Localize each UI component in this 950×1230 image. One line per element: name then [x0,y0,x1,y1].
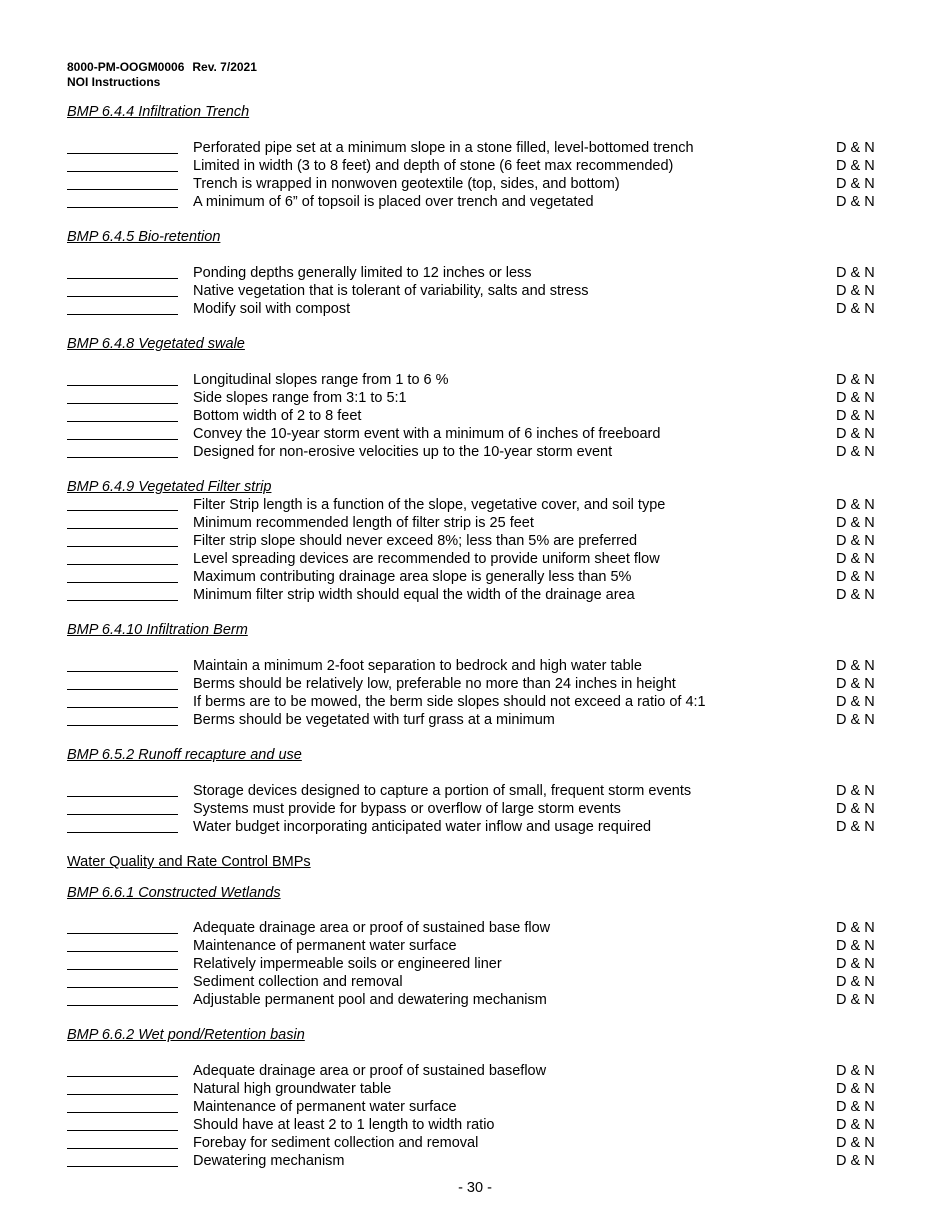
check-blank[interactable] [67,171,178,172]
item-text: Level spreading devices are recommended to provide uniform sheet flow [193,551,660,567]
section-title: BMP 6.6.2 Wet pond/Retention basin [67,1027,305,1043]
item-code: D & N [836,587,875,603]
check-blank[interactable] [67,1166,178,1167]
item-code: D & N [836,920,875,936]
item-text: Maximum contributing drainage area slope is generally less than 5% [193,569,632,585]
check-blank[interactable] [67,814,178,815]
item-text: Forebay for sediment collection and removal [193,1135,479,1151]
item-code: D & N [836,301,875,317]
checklist-row [0,514,950,532]
item-text: Ponding depths generally limited to 12 inches or less [193,265,532,281]
check-blank[interactable] [67,153,178,154]
item-text: Maintenance of permanent water surface [193,938,457,954]
item-text: Maintenance of permanent water surface [193,1099,457,1115]
item-text: Natural high groundwater table [193,1081,392,1097]
item-text: Should have at least 2 to 1 length to width ratio [193,1117,495,1133]
item-code: D & N [836,533,875,549]
item-text: Filter strip slope should never exceed 8%; less than 5% are preferred [193,533,638,549]
item-text: Limited in width (3 to 8 feet) and depth of stone (6 feet max recommended) [193,158,674,174]
section-title: BMP 6.5.2 Runoff recapture and use [67,747,302,763]
checklist-row [0,657,950,675]
checklist-row [0,175,950,193]
item-text: Modify soil with compost [193,301,351,317]
checklist-row [0,693,950,711]
checklist-row [0,568,950,586]
item-code: D & N [836,515,875,531]
check-blank[interactable] [67,707,178,708]
checklist-row [0,973,950,991]
check-blank[interactable] [67,796,178,797]
check-blank[interactable] [67,951,178,952]
check-blank[interactable] [67,689,178,690]
item-code: D & N [836,390,875,406]
check-blank[interactable] [67,933,178,934]
check-blank[interactable] [67,725,178,726]
check-blank[interactable] [67,546,178,547]
check-blank[interactable] [67,1005,178,1006]
item-text: Filter Strip length is a function of the slope, vegetative cover, and soil type [193,497,666,513]
checklist-row [0,371,950,389]
checklist-row [0,711,950,729]
check-blank[interactable] [67,1094,178,1095]
check-blank[interactable] [67,207,178,208]
item-code: D & N [836,408,875,424]
check-blank[interactable] [67,600,178,601]
checklist-row [0,586,950,604]
check-blank[interactable] [67,671,178,672]
item-text: Dewatering mechanism [193,1153,345,1169]
item-code: D & N [836,819,875,835]
item-code: D & N [836,658,875,674]
checklist-row [0,937,950,955]
item-text: Trench is wrapped in nonwoven geotextile (top, sides, and bottom) [193,176,620,192]
item-code: D & N [836,694,875,710]
item-code: D & N [836,194,875,210]
check-blank[interactable] [67,832,178,833]
check-blank[interactable] [67,189,178,190]
item-text: Relatively impermeable soils or engineered liner [193,956,502,972]
checklist-row [0,496,950,514]
checklist-row [0,300,950,318]
item-code: D & N [836,1135,875,1151]
doc-subtitle: NOI Instructions [67,75,161,89]
check-blank[interactable] [67,1076,178,1077]
item-code: D & N [836,992,875,1008]
item-text: Perforated pipe set at a minimum slope in a stone filled, level-bottomed trench [193,140,694,156]
item-text: Minimum recommended length of filter strip is 25 feet [193,515,534,531]
item-code: D & N [836,1117,875,1133]
checklist-row [0,675,950,693]
group-heading: Water Quality and Rate Control BMPs [67,854,311,870]
check-blank[interactable] [67,385,178,386]
checklist-row [0,991,950,1009]
checklist-row [0,1152,950,1170]
checklist-row [0,818,950,836]
item-code: D & N [836,712,875,728]
section-title: BMP 6.6.1 Constructed Wetlands [67,885,281,901]
item-code: D & N [836,974,875,990]
checklist-row [0,425,950,443]
item-text: Storage devices designed to capture a portion of small, frequent storm events [193,783,692,799]
item-code: D & N [836,140,875,156]
item-code: D & N [836,372,875,388]
document-header [67,60,257,90]
item-code: D & N [836,426,875,442]
item-text: Longitudinal slopes range from 1 to 6 % [193,372,449,388]
check-blank[interactable] [67,296,178,297]
checklist-row [0,1098,950,1116]
check-blank[interactable] [67,457,178,458]
check-blank[interactable] [67,1130,178,1131]
check-blank[interactable] [67,987,178,988]
check-blank[interactable] [67,314,178,315]
item-text: Native vegetation that is tolerant of variability, salts and stress [193,283,589,299]
item-text: A minimum of 6” of topsoil is placed over trench and vegetated [193,194,594,210]
item-text: Berms should be vegetated with turf grass at a minimum [193,712,555,728]
checklist-row [0,407,950,425]
page-number: - 30 - [458,1180,492,1196]
checklist-row [0,193,950,211]
checklist-row [0,955,950,973]
item-text: Water budget incorporating anticipated water inflow and usage required [193,819,652,835]
item-code: D & N [836,1099,875,1115]
check-blank[interactable] [67,278,178,279]
revision: Rev. 7/2021 [192,60,257,74]
checklist-row [0,443,950,461]
item-code: D & N [836,801,875,817]
item-code: D & N [836,265,875,281]
doc-id: 8000-PM-OOGM0006 [67,60,185,74]
item-text: Adequate drainage area or proof of sustained baseflow [193,1063,547,1079]
item-code: D & N [836,551,875,567]
check-blank[interactable] [67,421,178,422]
check-blank[interactable] [67,528,178,529]
item-code: D & N [836,444,875,460]
checklist-row [0,282,950,300]
item-text: Designed for non-erosive velocities up to the 10-year storm event [193,444,613,460]
check-blank[interactable] [67,439,178,440]
section-title: BMP 6.4.10 Infiltration Berm [67,622,248,638]
item-text: Convey the 10-year storm event with a minimum of 6 inches of freeboard [193,426,661,442]
item-code: D & N [836,1153,875,1169]
check-blank[interactable] [67,969,178,970]
item-text: Adequate drainage area or proof of sustained base flow [193,920,551,936]
item-text: Sediment collection and removal [193,974,403,990]
checklist-row [0,550,950,568]
item-code: D & N [836,176,875,192]
item-text: Berms should be relatively low, preferable no more than 24 inches in height [193,676,676,692]
item-code: D & N [836,1063,875,1079]
check-blank[interactable] [67,1112,178,1113]
checklist-row [0,139,950,157]
item-code: D & N [836,283,875,299]
item-text: Maintain a minimum 2-foot separation to bedrock and high water table [193,658,642,674]
item-code: D & N [836,497,875,513]
checklist-row [0,1080,950,1098]
checklist-row [0,264,950,282]
section-title: BMP 6.4.8 Vegetated swale [67,336,245,352]
checklist-row [0,532,950,550]
item-code: D & N [836,158,875,174]
checklist-row [0,1062,950,1080]
section-title: BMP 6.4.4 Infiltration Trench [67,104,250,120]
check-blank[interactable] [67,564,178,565]
check-blank[interactable] [67,510,178,511]
item-code: D & N [836,938,875,954]
section-title: BMP 6.4.9 Vegetated Filter strip [67,479,272,495]
item-text: Side slopes range from 3:1 to 5:1 [193,390,407,406]
item-code: D & N [836,1081,875,1097]
checklist-row [0,389,950,407]
item-code: D & N [836,569,875,585]
checklist-row [0,1116,950,1134]
item-text: Minimum filter strip width should equal the width of the drainage area [193,587,635,603]
item-text: Bottom width of 2 to 8 feet [193,408,362,424]
section-title: BMP 6.4.5 Bio-retention [67,229,221,245]
checklist-row [0,800,950,818]
item-text: Adjustable permanent pool and dewatering mechanism [193,992,547,1008]
item-code: D & N [836,956,875,972]
checklist-row [0,919,950,937]
item-code: D & N [836,783,875,799]
check-blank[interactable] [67,582,178,583]
item-text: Systems must provide for bypass or overflow of large storm events [193,801,621,817]
item-text: If berms are to be mowed, the berm side slopes should not exceed a ratio of 4:1 [193,694,706,710]
checklist-row [0,1134,950,1152]
check-blank[interactable] [67,1148,178,1149]
checklist-row [0,782,950,800]
check-blank[interactable] [67,403,178,404]
checklist-row [0,157,950,175]
item-code: D & N [836,676,875,692]
